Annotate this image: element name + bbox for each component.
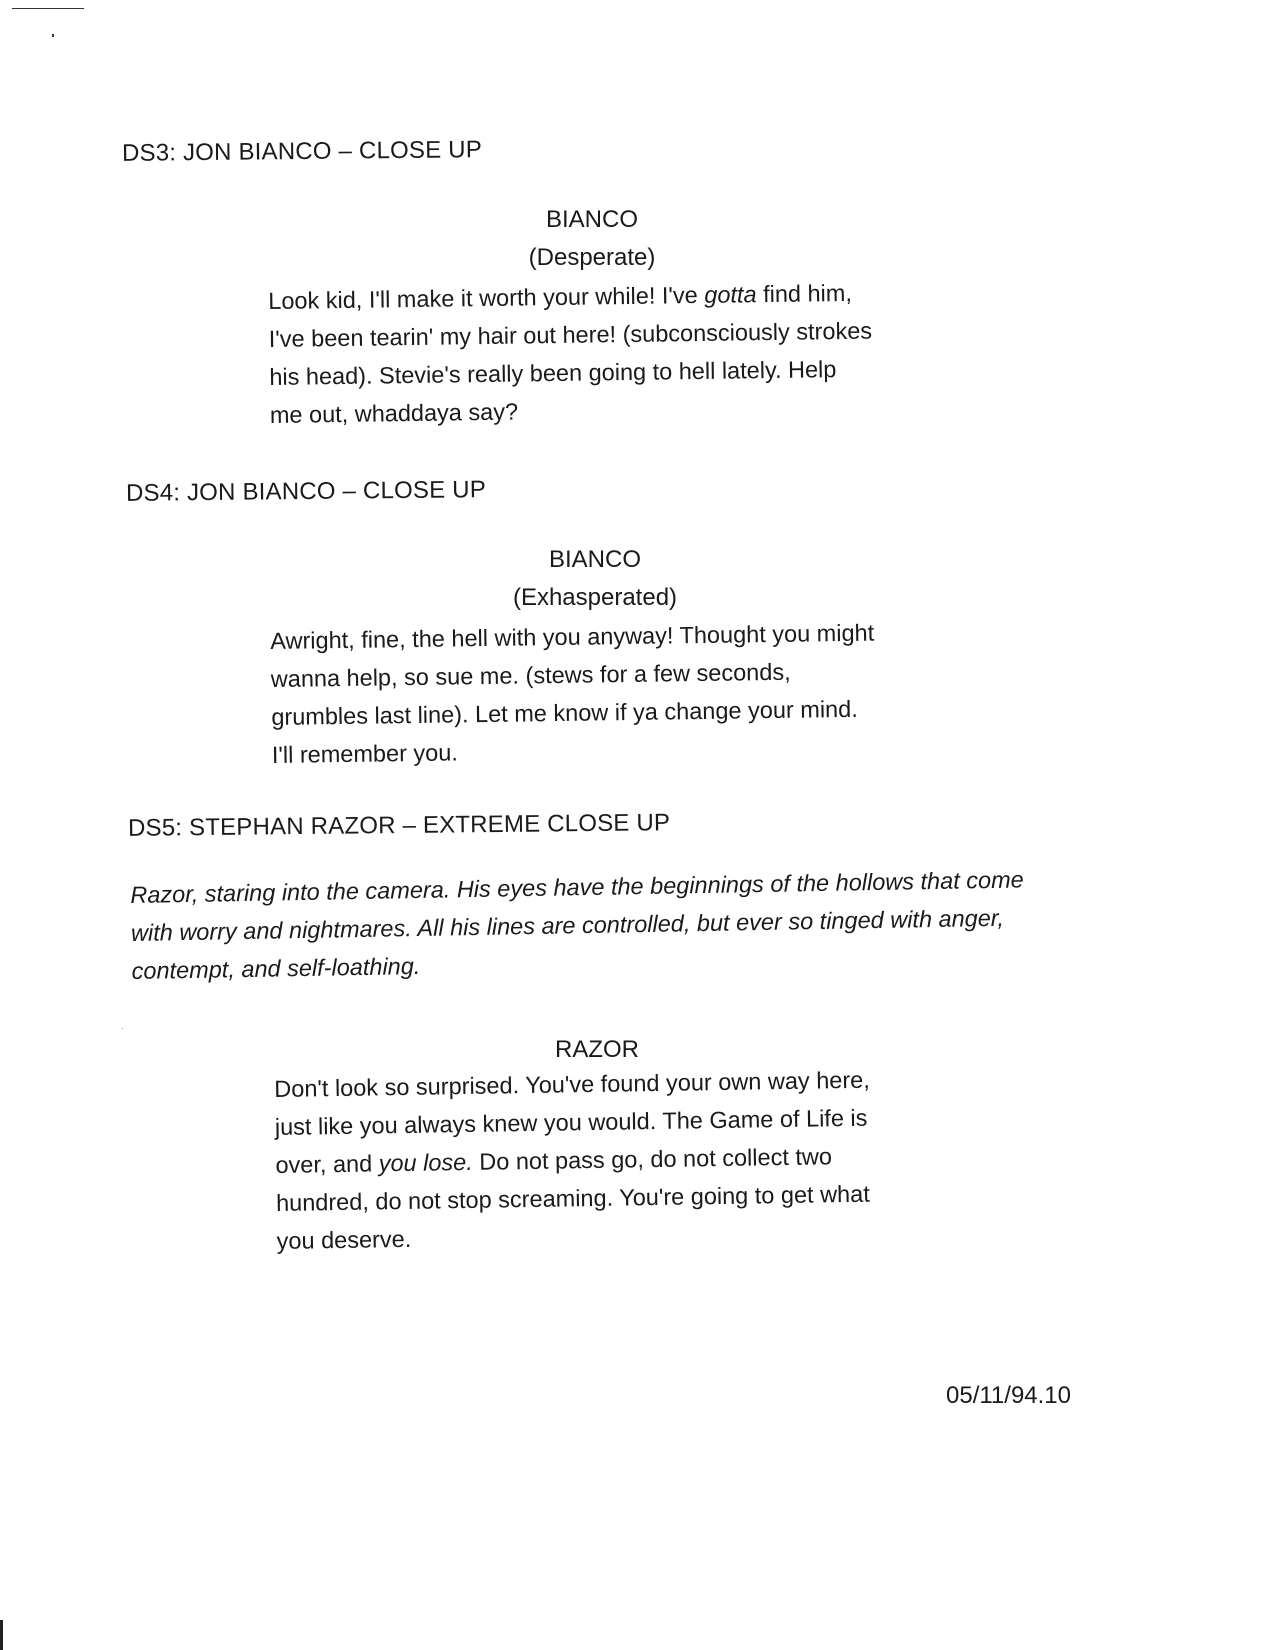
dialogue-line: hundred, do not stop screaming. You're going to get what [275, 1180, 870, 1216]
direction-line: contempt, and self-loathing. [131, 952, 421, 984]
parenthetical-desperate: (Desperate) [528, 244, 656, 271]
character-name-bianco: BIANCO [548, 546, 641, 573]
dialogue-line: over, and you lose. Do not pass go, do not collect two [275, 1143, 833, 1178]
scan-artifact-edge [0, 1620, 3, 1650]
shot-heading-ds4: DS4: JON BIANCO – CLOSE UP [125, 476, 487, 507]
document-code: 05/11/94.10 [946, 1382, 1072, 1409]
character-name-bianco: BIANCO [545, 206, 638, 233]
shot-heading-ds5: DS5: STEPHAN RAZOR – EXTREME CLOSE UP [127, 809, 671, 842]
dialogue-block-ds4 [270, 613, 932, 774]
dialogue-line: you deserve. [276, 1225, 412, 1254]
dialogue-line: Awright, fine, the hell with you anyway! Thought you might [270, 619, 875, 654]
scan-artifact-line [12, 8, 84, 9]
dialogue-block-ds3 [268, 273, 930, 434]
scan-artifact-dot [52, 34, 54, 37]
dialogue-line: Don't look so surprised. You've found your own way here, [274, 1066, 870, 1102]
action-direction-ds5 [130, 859, 1092, 990]
dialogue-line: Look kid, I'll make it worth your while! I've gotta find him, [268, 279, 853, 314]
character-name-razor: RAZOR [555, 1036, 639, 1063]
direction-line: with worry and nightmares. All his lines are controlled, but ever so tinged with anger, [130, 904, 1005, 946]
dialogue-line: I'll remember you. [271, 739, 459, 768]
dialogue-line: grumbles last line). Let me know if ya change your mind. [271, 695, 858, 730]
dialogue-line: wanna help, so sue me. (stews for a few seconds, [270, 658, 791, 692]
parenthetical-exhasperated: (Exhasperated) [512, 584, 678, 611]
scan-artifact-tick [122, 1028, 123, 1029]
dialogue-line: just like you always knew you would. The Game of Life is [274, 1104, 868, 1140]
dialogue-block-ds5 [274, 1060, 937, 1260]
shot-heading-ds3: DS3: JON BIANCO – CLOSE UP [121, 136, 483, 167]
direction-line: Razor, staring into the camera. His eyes have the beginnings of the hollows that come [130, 866, 1024, 908]
dialogue-line: I've been tearin' my hair out here! (subconsciously strokes [268, 317, 873, 352]
dialogue-line: me out, whaddaya say? [269, 398, 519, 428]
dialogue-line: his head). Stevie's really been going to hell lately. Help [269, 356, 837, 390]
